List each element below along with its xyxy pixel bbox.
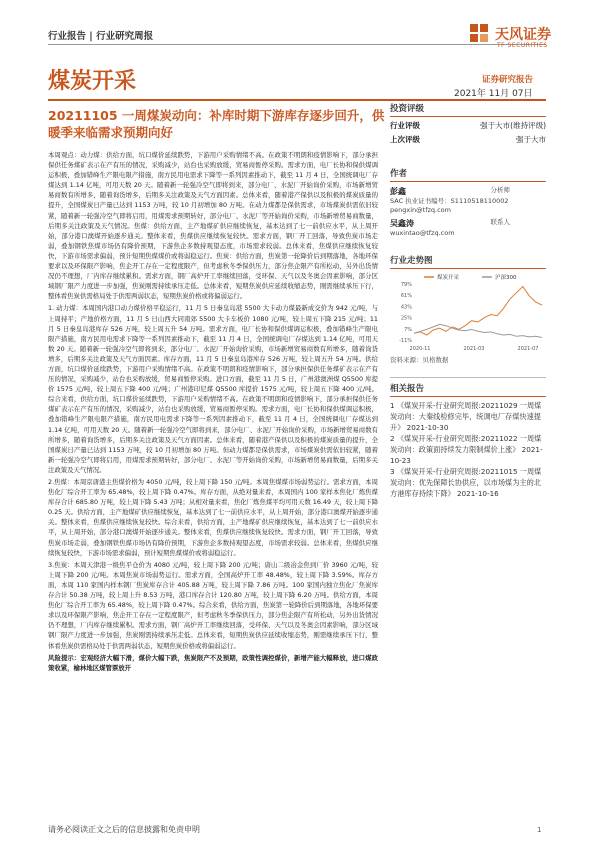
related-item[interactable]: 2 《煤炭开采-行业研究周报:20211022 一周煤炭动向：政策面持续发力限制煤价上涨》 2021-10-23 <box>390 434 543 465</box>
industry-rating-value: 强于大市(维持评级) <box>480 121 546 130</box>
y-tick-label: 7% <box>404 326 412 333</box>
author1-cert: SAC 执业证书编号：S1110518110002 <box>390 197 509 205</box>
related-divider <box>390 396 546 397</box>
summary-paragraph: 本周观点：动力煤：供给方面，坑口煤价延续跌势，下游用户采购情绪不高。在政策不明朗和疫情影响下，部分承担保供任务煤矿表示在产有压的情况，采购减少，站台也采购放缓，贸易商暂停采购。需求方面，电厂长协和保供煤调运积极，叠加错峰生产限电限产措施，南方民用电需求下降等一系列因素推动下，截至 11 月 4 日，全国统调电厂存煤达到 1.14 亿吨，可用天数 20 天。随着新一轮强冷空气即将到来，部分电厂、水泥厂开始询价采购，市场新增贸易商数有所增多，随着询货增多，后期多关注政策及天气方面因素。总体来看，随着港产保供以及积极的煤炭质量的提升，全国煤炭日产量已达到 1153 万吨，较 10 月初增加 80 万吨。在动力煤都是保供需求，市场煤炭供需依旧较紧，随着新一轮强冷空气即将启用，用煤需求预期转好，部分电厂、水泥厂等开始询价采购，市场新增贸易商数量，后期多关注政策及天气情况。焦煤：供给方面，主产地煤矿供应继续恢复，基本达到了七一前供应水平，从上周开始，部分港口澳煤开始逐步通关。整体来看，焦煤供应继续恢复较快。需求方面，钢厂开工回落，导致焦炭市场走弱，叠加钢铁焦煤市场仍有降价预期，下游焦企多数持观望态度，市场需求较弱。总体来看，焦煤供应继续恢复较快，下游市场需求偏弱，预计短期焦煤煤价或将弱稳运行。焦炭：供给方面，焦炭第一轮降价后到期落地，各地环保要求以及环保限产影响，焦企开工存在一定程度限产，但考虑秋冬季保供压力，部分焦企限产有所松动，另外出货情况仍不理想，厂内库存继续累积。需求方面，钢厂高炉开工率继续回落，受环保、天气以及冬奥会因素影响，部分区域钢厂限产力度进一步加强，焦炭刚需持续承压走低。总体来看，短期焦炭供应延续收缩态势，刚需继续承压下行，整体看焦炭供需格局处于供需两弱状态，短期焦炭价格或将偏弱运行。 <box>48 151 378 301</box>
footer-disclaimer: 请务必阅读正文之后的信息披露和免责申明 <box>48 825 200 834</box>
risk-paragraph: 风险提示：宏观经济大幅下滑，煤价大幅下跌，焦炭限产不及预期，政策性调控煤价，新增产能大幅释放，进口煤政策收紧，榆林地区煤管票放开 <box>48 653 378 672</box>
series-line <box>414 287 542 336</box>
report-body <box>48 150 378 675</box>
y-tick-label: 79% <box>400 282 412 288</box>
logo-subtext: TF SECURITIES <box>497 42 548 49</box>
industry-rating-label: 行业评级 <box>390 121 420 130</box>
report-title: 20211105 一周煤炭动向：补库时期下游库存逐步回升，供暖季来临需求预期向好 <box>48 108 385 140</box>
report-date: 2021年 11月 07日 <box>454 89 533 99</box>
report-type: 证券研究报告 <box>482 75 534 85</box>
authors-heading: 作者 <box>390 169 408 179</box>
author2-name: 吴鑫涛 <box>390 219 414 228</box>
coking-coal-paragraph: 2.焦煤：本周京唐港主焦煤价格为 4050 元/吨，较上周下降 150 元/吨。本周焦煤煤市场弱势运行。需求方面，本周焦化厂综合开工率为 65.48%，较上周下降 0.47%。库存方面，从绝对量来看，本周国内 100 家样本焦化厂炼焦煤库存合计 685.80 万吨，较上周下降 5.43 万吨；从相对量来看，焦化厂炼焦煤平均可用天数 16.49 天，较上周下降 0.25 天。供给方面，主产地煤矿供应继续恢复，基本达到了七一前供应水平，从上周开始，部分港口澳煤开始逐步通关。整体来看，焦煤供应继续恢复较快。综合来看，供给方面，主产地煤矿供应继续恢复，基本达到了七一前供应水平，从上周开始，部分港口澳煤开始逐步通关。整体来看，焦煤供应继续恢复较快。需求方面，钢厂开工回落，导致焦炭市场走弱，叠加钢铁焦煤市场仍有降价预期，下游焦企多数持观望态度，市场需求较弱。总体来看，焦煤供应继续恢复较快，下游市场需求偏弱，预计短期焦煤煤价或将弱稳运行。 <box>48 478 378 557</box>
y-tick-label: -11% <box>399 338 412 344</box>
y-tick-label: 43% <box>400 304 412 311</box>
rating-heading: 投资评级 <box>390 104 425 114</box>
authors-divider <box>390 181 546 182</box>
y-tick-label: 61% <box>400 293 412 300</box>
industry-rating-row <box>390 120 546 131</box>
x-tick-label: 2020-11 <box>409 346 431 352</box>
industry-title: 煤炭开采 <box>48 69 137 94</box>
logo-icon <box>468 22 494 50</box>
coke-paragraph: 3.焦炭：本周天津港一级焦平仓价为 4080 元/吨，较上周下降 200 元/吨；唐山二级冶金焦到厂价 3960 元/吨，较上周下降 200 元/吨。本周焦炭市场弱势运行。需求方面，全国高炉开工率 48.48%，较上周下降 3.59%。库存方面，本周 110 家国内样本钢厂焦炭库存合计 405.88 万吨，较上周下降 7.86 万吨。100 家国内独立焦化厂焦炭库存合计 50.38 万吨，较上周上升 8.53 万吨，港口库存合计 120.80 万吨，较上周下降 6.20 万吨。供给方面，本周焦化厂综合开工率为 65.48%，较上周下降 0.47%。综合来看，供给方面，焦炭第一轮降价后到期落地，各地环保要求以及环保限产影响，焦企开工存在一定程度限产，但考虑秋冬季保供压力，部分焦企限产有所松动，另外出货情况仍不理想，厂内库存继续累积。需求方面，钢厂高炉开工率继续回落，受环保、天气以及冬奥会因素影响，部分区域钢厂限产力度进一步加强，焦炭刚需持续承压走低。总体来看，短期焦炭供应延续收缩态势，刚需继续承压下行，整体看焦炭供需格局处于供需两弱状态，短期焦炭价格或将偏弱运行。 <box>48 560 378 650</box>
author1-role: 分析师 <box>490 186 510 194</box>
author2-email[interactable]: wuxintao@tfzq.com <box>390 229 455 237</box>
chart-divider <box>390 268 546 269</box>
last-rating-row <box>390 134 546 145</box>
industry-trend-chart <box>390 272 546 352</box>
last-rating-label: 上次评级 <box>390 135 420 144</box>
thermal-coal-paragraph: 1. 动力煤：本周国内港口动力煤价格平稳运行，11 月 5 日秦皇岛港 5500 大卡动力煤最新成交价为 942 元/吨，与上周持平；产地价格方面，11 月 5 日山西大同南郊 5500 大卡车板价 1080 元/吨，较上周五下降 215 元/吨；11 月 5 日秦皇岛港库存 526 万吨，较上周五升 54 万吨。需求方面，电厂长协和保供煤调运积极，叠加错峰生产限电限产措施，南方民用电需求下降等一系列因素推动下，截至 11 月 4 日，全国统调电厂存煤达到 1.14 亿吨，可用天数 20 天。随着新一轮强冷空气即将到来，部分电厂、水泥厂开始询价采购，市场新增贸易商数有所增多，随着询货增多，后期多关注政策及天气方面因素。库存方面，11 月 5 日秦皇岛港库存 526 万吨，较上周五升 54 万吨。供给方面，坑口煤价延续跌势，下游用户采购情绪不高。在政策不明朗和疫情影响下，部分承担保供任务煤矿表示在产有压的情况，采购减少，站台也采购放缓，贸易商暂停采购。进口方面，截至 11 月 5 日，广州港澳洲煤 Q5500 库提价 1575 元/吨，较上周五下降 400 元/吨；广州港印尼煤 Q5500 库提价 1575 元/吨，较上周五下降 400 元/吨。综合来看，供给方面，坑口煤价延续跌势，下游用户采购情绪不高。在政策不明朗和疫情影响下，部分承担保供任务煤矿表示在产有压的情况，采购减少，站台也采购放缓，贸易商暂停采购。需求方面，电厂长协和保供煤调运积极，叠加错峰生产限电限产措施，南方民用电需求下降等一系列因素推动下，截至 11 月 4 日，全国统调电厂存煤达到 1.14 亿吨，可用天数 20 天。随着新一轮强冷空气即将到来，部分电厂、水泥厂开始询价采购，市场新增贸易商数有所增多，随着询货增多，后期多关注政策及天气方面因素。总体来看，随着港产保供以及积极的煤炭质量的提升，全国煤炭日产量已达到 1153 万吨，较 10 月初增加 80 万吨。但动力煤都是保供需求，市场煤炭供需依旧较紧，随着新一轮强冷空气即将启用，用煤需求预期转好，部分电厂、水泥厂等开始询价采购，市场新增贸易商数量，后期多关注政策及天气情况。 <box>48 304 378 474</box>
related-heading: 相关报告 <box>390 384 425 394</box>
author1-row <box>390 186 510 197</box>
chart-heading: 行业走势图 <box>390 256 433 266</box>
breadcrumb: 行业报告 | 行业研究周报 <box>48 31 154 42</box>
chart-bottom-rule <box>390 377 546 378</box>
x-tick-label: 2021-07 <box>517 346 539 352</box>
page-number: 1 <box>537 826 542 834</box>
last-rating-value: 强于大市 <box>516 135 546 144</box>
rating-divider <box>390 116 546 117</box>
legend-label: 沪深300 <box>495 275 517 281</box>
sidebar <box>390 102 546 499</box>
chart-source: 资料来源：贝格数据 <box>390 356 449 364</box>
author2-row <box>390 218 510 229</box>
author1-name: 彭鑫 <box>390 187 406 196</box>
related-item[interactable]: 1 《煤炭开采-行业研究周报:20211029 一周煤炭动向：大秦线检修完毕，统调电厂存煤快速提升》 2021-10-30 <box>390 401 542 432</box>
legend-label: 煤炭开采 <box>437 275 460 281</box>
series-line <box>414 324 542 337</box>
author1-email[interactable]: pengxin@tfzq.com <box>390 206 451 214</box>
x-tick-label: 2021-03 <box>463 346 485 352</box>
y-tick-label: 25% <box>400 315 412 322</box>
logo-text: 天风证券 <box>495 27 551 43</box>
author2-role: 联系人 <box>490 218 510 226</box>
title-divider <box>48 99 546 101</box>
related-item[interactable]: 3 《煤炭开采-行业研究周报:20211015 一周煤炭动向：优先保障长协供应，以市场煤为主的北方港库存持续下降》 2021-10-16 <box>390 467 542 498</box>
